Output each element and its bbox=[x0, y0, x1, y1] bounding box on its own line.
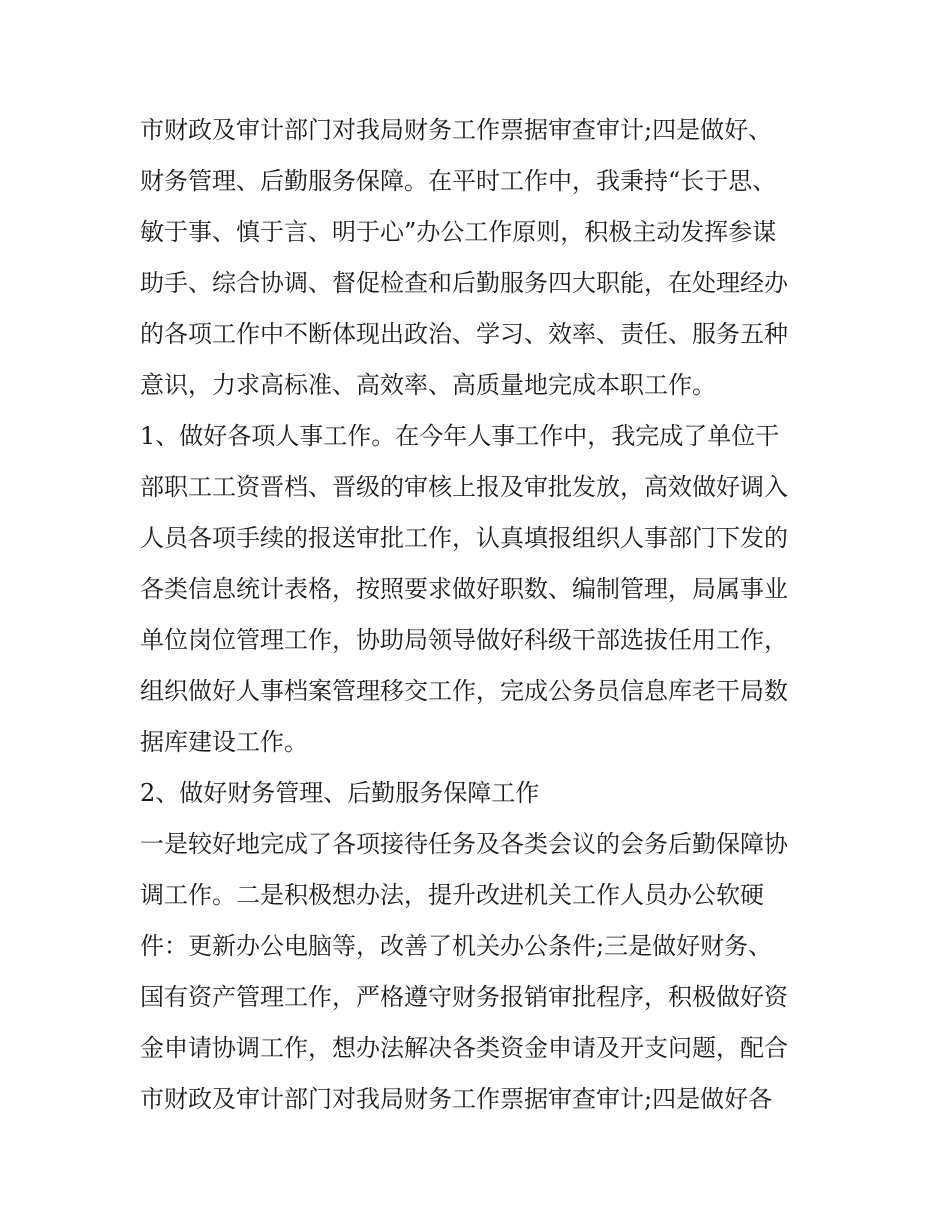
text-line: 件：更新办公电脑等，改善了机关办公条件;三是做好财务、 bbox=[140, 932, 773, 960]
section-heading-1: 1、做好各项人事工作。在今年人事工作中，我完成了单位干 bbox=[140, 422, 780, 450]
text-line: 的各项工作中不断体现出政治、学习、效率、责任、服务五种 bbox=[140, 320, 788, 348]
text-line: 助手、综合协调、督促检查和后勤服务四大职能，在处理经办 bbox=[140, 269, 788, 297]
text-line: 国有资产管理工作，严格遵守财务报销审批程序，积极做好资 bbox=[140, 983, 788, 1011]
text-line: 调工作。二是积极想办法，提升改进机关工作人员办公软硬 bbox=[140, 881, 764, 909]
text-line: 市财政及审计部门对我局财务工作票据审查审计;四是做好各 bbox=[140, 1085, 773, 1113]
text-line: 敏于事、慎于言、明于心”办公工作原则，积极主动发挥参谋 bbox=[140, 218, 777, 246]
text-line: 金申请协调工作，想办法解决各类资金申请及开支问题，配合 bbox=[140, 1034, 788, 1062]
text-line: 意识，力求高标准、高效率、高质量地完成本职工作。 bbox=[140, 371, 716, 399]
text-line: 部职工工资晋档、晋级的审核上报及审批发放，高效做好调入 bbox=[140, 473, 788, 501]
document-body bbox=[140, 105, 840, 1125]
text-line: 各类信息统计表格，按照要求做好职数、编制管理，局属事业 bbox=[140, 575, 788, 603]
text-line: 组织做好人事档案管理移交工作，完成公务员信息库老干局数 bbox=[140, 677, 788, 705]
text-line: 财务管理、后勤服务保障。在平时工作中，我秉持“长于思、 bbox=[140, 167, 777, 195]
text-line: 单位岗位管理工作，协助局领导做好科级干部选拔任用工作， bbox=[140, 626, 788, 654]
section-heading-2: 2、做好财务管理、后勤服务保障工作 bbox=[140, 779, 540, 807]
text-line: 据库建设工作。 bbox=[140, 728, 308, 756]
text-line: 市财政及审计部门对我局财务工作票据审查审计;四是做好、 bbox=[140, 116, 773, 144]
text-line: 一是较好地完成了各项接待任务及各类会议的会务后勤保障协 bbox=[140, 830, 788, 858]
text-line: 人员各项手续的报送审批工作，认真填报组织人事部门下发的 bbox=[140, 524, 788, 552]
